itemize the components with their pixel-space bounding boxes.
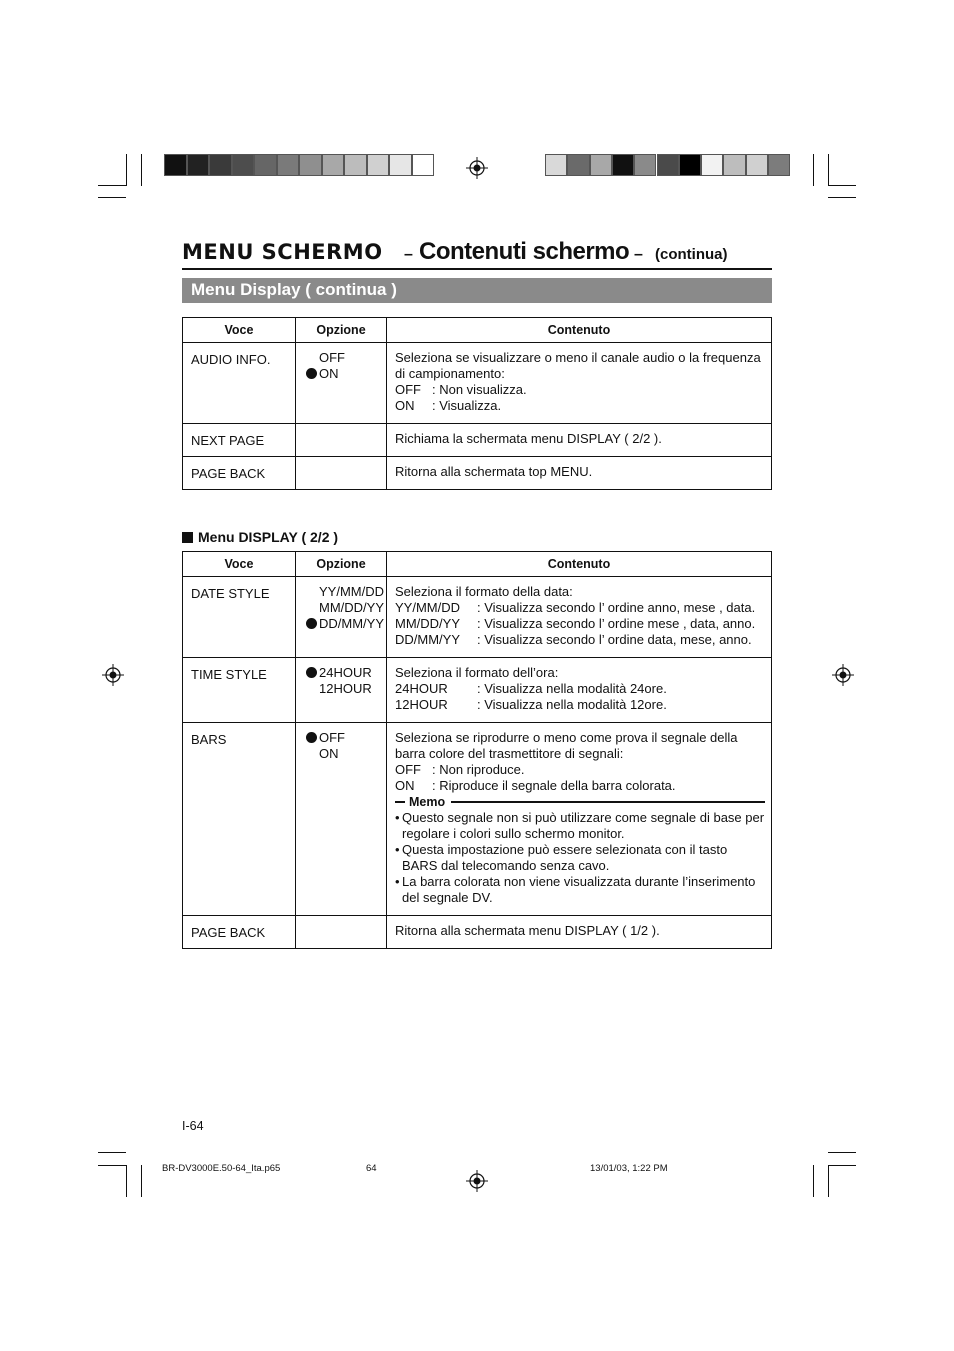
color-swatch (679, 154, 701, 176)
table-row (183, 577, 772, 658)
table-row (183, 916, 772, 949)
kv-key: YY/MM/DD (395, 600, 460, 615)
color-swatch (701, 154, 723, 176)
voce-cell: DATE STYLE (183, 577, 296, 658)
content-kv (395, 697, 765, 713)
option-cell (296, 723, 387, 916)
content-kv (395, 778, 765, 794)
crop-mark (828, 185, 856, 186)
color-swatch (634, 154, 656, 176)
column-header: Opzione (296, 318, 387, 343)
option-cell (296, 658, 387, 723)
kv-value: : Visualizza secondo l’ ordine data, mese, anno. (477, 632, 752, 647)
kv-value: : Visualizza secondo l’ ordine anno, mese , data. (477, 600, 756, 615)
color-swatch (254, 154, 277, 176)
color-swatch (367, 154, 390, 176)
color-swatch (209, 154, 232, 176)
color-swatch (590, 154, 612, 176)
column-header: Opzione (296, 552, 387, 577)
content-cell (387, 343, 772, 424)
memo-dash (395, 801, 405, 803)
content-text: Seleziona se visualizzare o meno il canale audio o la frequenza di campionamento: (395, 350, 761, 381)
content-cell (387, 916, 772, 949)
selected-option: OFF (306, 730, 386, 746)
content-text: Seleziona il formato dell’ora: (395, 665, 559, 680)
bullet-dot-icon: • (395, 842, 400, 857)
memo-bullet (395, 810, 765, 842)
column-header: Contenuto (387, 552, 772, 577)
color-swatch (389, 154, 412, 176)
content-text: Ritorna alla schermata menu DISPLAY ( 1/2 ). (395, 923, 660, 938)
kv-value: : Non riproduce. (432, 762, 525, 777)
kv-key: MM/DD/YY (395, 616, 460, 631)
table-row (183, 457, 772, 490)
registration-mark-icon (102, 664, 124, 686)
memo-bullet-text: Questa impostazione può essere selezionata con il tasto BARS dal telecomando senza cavo. (402, 842, 728, 873)
color-swatch (723, 154, 745, 176)
crop-mark (126, 154, 127, 186)
color-swatch (612, 154, 634, 176)
crop-mark (828, 1165, 856, 1166)
memo-bullet-text: La barra colorata non viene visualizzata durante l’inserimento del segnale DV. (402, 874, 756, 905)
kv-value: : Visualizza secondo l’ ordine mese , data, anno. (477, 616, 756, 631)
content-cell (387, 577, 772, 658)
content-text: Seleziona se riprodurre o meno come prova il segnale della barra colore del trasmettitore di segnali: (395, 730, 738, 761)
selected-option: 24HOUR (306, 665, 386, 681)
crop-mark (828, 1152, 856, 1153)
content-cell (387, 658, 772, 723)
content-cell (387, 457, 772, 490)
content-kv (395, 762, 765, 778)
voce-cell: NEXT PAGE (183, 424, 296, 457)
menu-table-1 (182, 317, 772, 490)
color-swatch (567, 154, 589, 176)
option-cell (296, 343, 387, 424)
kv-key: ON (395, 398, 415, 413)
kv-value: : Visualizza nella modalità 12ore. (477, 697, 667, 712)
crop-mark (828, 154, 829, 186)
content-text: Ritorna alla schermata top MENU. (395, 464, 593, 479)
color-swatch (768, 154, 790, 176)
kv-key: 24HOUR (395, 681, 448, 696)
memo-rule (451, 801, 765, 803)
kv-key: OFF (395, 762, 421, 777)
option: YY/MM/DD (319, 584, 384, 599)
crop-mark (126, 1165, 127, 1197)
crop-mark (98, 1165, 126, 1166)
memo-label: Memo (409, 795, 446, 809)
menu-table-2 (182, 551, 772, 949)
section-heading-label: Menu DISPLAY ( 2/2 ) (198, 529, 339, 545)
registration-mark-icon (832, 664, 854, 686)
footer-filename: BR-DV3000E.50-64_Ita.p65 (162, 1163, 281, 1174)
footer-page: 64 (366, 1163, 377, 1174)
section-heading (182, 529, 338, 545)
memo-header (395, 794, 765, 810)
bullet-dot-icon: • (395, 874, 400, 889)
crop-mark (98, 1152, 126, 1153)
crop-mark (141, 154, 142, 186)
color-swatch (412, 154, 435, 176)
option: 12HOUR (319, 681, 372, 696)
selected-option: DD/MM/YY (306, 616, 386, 632)
content-kv (395, 616, 765, 632)
content-cell (387, 424, 772, 457)
color-swatch (232, 154, 255, 176)
title-dash: – (404, 246, 413, 263)
kv-value: : Visualizza nella modalità 24ore. (477, 681, 667, 696)
voce-cell: AUDIO INFO. (183, 343, 296, 424)
memo-bullet-text: Questo segnale non si può utilizzare come segnale di base per regolare i colori sullo schermo monitor. (402, 810, 765, 841)
square-bullet-icon (182, 532, 193, 543)
bullet-dot-icon: • (395, 810, 400, 825)
voce-cell: BARS (183, 723, 296, 916)
kv-key: OFF (395, 382, 421, 397)
content-text: Richiama la schermata menu DISPLAY ( 2/2 ). (395, 431, 662, 446)
voce-cell: TIME STYLE (183, 658, 296, 723)
content-text: Seleziona il formato della data: (395, 584, 573, 599)
kv-value: : Riproduce il segnale della barra colorata. (432, 778, 676, 793)
table-row (183, 658, 772, 723)
crop-mark (828, 197, 856, 198)
table-row (183, 424, 772, 457)
color-swatch (746, 154, 768, 176)
crop-mark (813, 1165, 814, 1197)
color-swatch (187, 154, 210, 176)
page-number: I-64 (182, 1119, 204, 1133)
registration-mark-icon (466, 157, 488, 179)
column-header: Contenuto (387, 318, 772, 343)
page-subtitle: Contenuti schermo (419, 238, 630, 265)
option: MM/DD/YY (319, 600, 384, 615)
color-swatch (277, 154, 300, 176)
color-swatch (545, 154, 567, 176)
column-header: Voce (183, 552, 296, 577)
color-swatch (657, 154, 679, 176)
content-kv (395, 632, 765, 648)
option-cell (296, 577, 387, 658)
crop-mark (98, 185, 126, 186)
crop-mark (813, 154, 814, 186)
voce-cell: PAGE BACK (183, 916, 296, 949)
color-swatch (299, 154, 322, 176)
title-continued: (continua) (655, 246, 728, 263)
crop-mark (98, 197, 126, 198)
option-cell (296, 916, 387, 949)
section-banner (182, 278, 772, 303)
content-kv (395, 681, 765, 697)
table-row (183, 343, 772, 424)
memo-bullet (395, 874, 765, 906)
column-header: Voce (183, 318, 296, 343)
kv-key: DD/MM/YY (395, 632, 460, 647)
selected-option: ON (306, 366, 386, 382)
option: ON (319, 746, 339, 761)
crop-mark (141, 1165, 142, 1197)
table-row (183, 723, 772, 916)
title-dash: – (634, 246, 643, 263)
kv-value: : Visualizza. (432, 398, 502, 413)
memo-bullet (395, 842, 765, 874)
page-header (182, 238, 772, 270)
color-swatch (344, 154, 367, 176)
color-swatch (164, 154, 187, 176)
content-cell (387, 723, 772, 916)
content-kv (395, 398, 765, 414)
content-kv (395, 382, 765, 398)
kv-value: : Non visualizza. (432, 382, 527, 397)
section-banner-label: Menu Display ( continua ) (191, 280, 397, 299)
registration-mark-icon (466, 1170, 488, 1192)
footer-date: 13/01/03, 1:22 PM (590, 1163, 668, 1174)
crop-mark (828, 1165, 829, 1197)
voce-cell: PAGE BACK (183, 457, 296, 490)
color-swatch (322, 154, 345, 176)
content-kv (395, 600, 765, 616)
option: OFF (319, 350, 345, 365)
kv-key: ON (395, 778, 415, 793)
option-cell (296, 424, 387, 457)
page-title: MENU SCHERMO (182, 240, 383, 264)
kv-key: 12HOUR (395, 697, 448, 712)
option-cell (296, 457, 387, 490)
